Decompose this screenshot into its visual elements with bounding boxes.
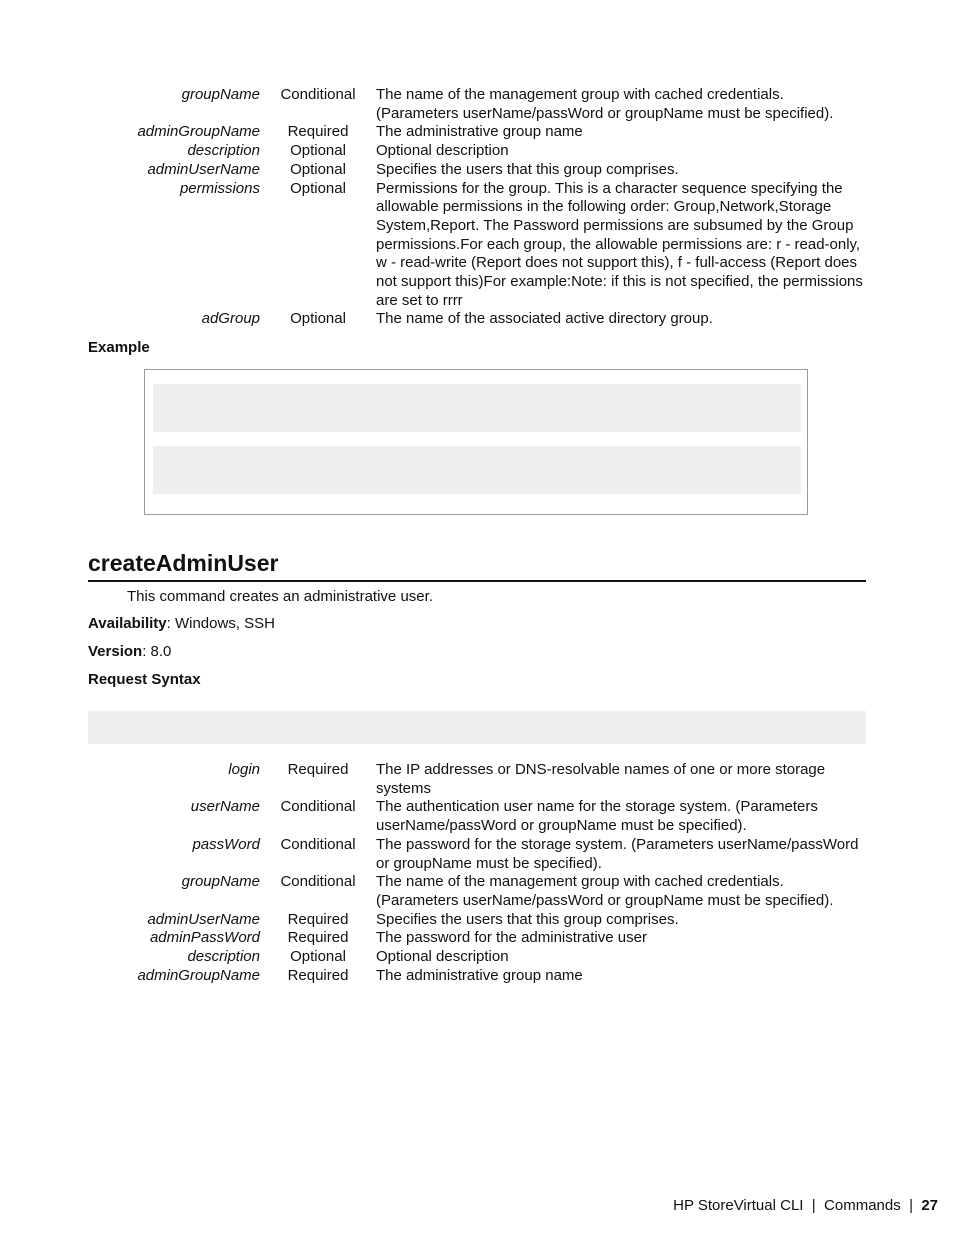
param-description: The authentication user name for the storage system. (Parameters userName/passWord or groupName must be specified). bbox=[376, 798, 818, 835]
param-description: The password for the administrative user bbox=[376, 929, 647, 947]
param-requirement: Conditional bbox=[280, 798, 356, 816]
example-code-line bbox=[153, 384, 801, 432]
param-row bbox=[88, 761, 866, 798]
param-requirement: Optional bbox=[290, 310, 346, 328]
param-description: Optional description bbox=[376, 948, 509, 966]
param-row bbox=[88, 873, 866, 910]
param-description: Specifies the users that this group comprises. bbox=[376, 160, 679, 178]
param-requirement: Optional bbox=[290, 948, 346, 966]
example-code-box bbox=[144, 369, 808, 515]
param-name: groupName bbox=[181, 873, 260, 891]
page-footer bbox=[673, 1197, 938, 1214]
param-name: userName bbox=[190, 798, 260, 816]
param-requirement: Conditional bbox=[280, 835, 356, 853]
param-requirement: Required bbox=[287, 123, 349, 141]
param-row bbox=[88, 911, 866, 930]
params-table-top bbox=[88, 86, 866, 329]
param-row bbox=[88, 142, 866, 161]
param-row bbox=[88, 836, 866, 873]
param-description: Specifies the users that this group comprises. bbox=[376, 910, 679, 928]
params-table-bottom bbox=[88, 761, 866, 985]
param-name: adminUserName bbox=[147, 160, 260, 178]
version-label: Version bbox=[88, 643, 143, 660]
param-name: adminGroupName bbox=[137, 966, 260, 984]
param-requirement: Optional bbox=[290, 160, 346, 178]
param-name: login bbox=[228, 761, 260, 778]
param-name: adGroup bbox=[201, 310, 260, 328]
request-syntax-code-box bbox=[88, 711, 866, 744]
version-line bbox=[88, 643, 171, 660]
example-label: Example bbox=[88, 339, 150, 356]
footer-chapter: Commands bbox=[824, 1197, 901, 1214]
footer-separator: | bbox=[900, 1197, 922, 1214]
param-description: The name of the management group with cached credentials. (Parameters userName/passWord or groupName must be specified). bbox=[376, 86, 834, 122]
param-requirement: Required bbox=[287, 966, 349, 984]
param-requirement: Required bbox=[287, 929, 349, 947]
param-description: Permissions for the group. This is a character sequence specifying the allowable permissions in the following order: Group,Network,Storage System,Report. The Password permissions are subsumed by the Group permissions.For each group, the allowable permissions are: r - read-only, w - read-write (Report does not support this), f - full-access (Report does not support this)For example:Note: if this is not specified, the permissions are set to rrrr bbox=[376, 179, 863, 309]
param-requirement: Conditional bbox=[280, 86, 356, 103]
version-value: : 8.0 bbox=[142, 643, 172, 660]
param-name: adminPassWord bbox=[149, 929, 260, 947]
example-code-line bbox=[153, 446, 801, 494]
section-intro: This command creates an administrative user. bbox=[127, 588, 433, 605]
param-requirement: Required bbox=[287, 761, 349, 778]
param-description: The administrative group name bbox=[376, 123, 583, 141]
param-row bbox=[88, 967, 866, 986]
param-requirement: Required bbox=[287, 910, 349, 928]
param-name: adminGroupName bbox=[137, 123, 260, 141]
availability-label: Availability bbox=[88, 615, 167, 632]
param-row bbox=[88, 798, 866, 835]
param-name: groupName bbox=[181, 86, 260, 103]
param-requirement: Conditional bbox=[280, 873, 356, 891]
param-name: description bbox=[187, 142, 260, 160]
param-row bbox=[88, 123, 866, 142]
param-requirement: Optional bbox=[290, 142, 346, 160]
param-description: The IP addresses or DNS-resolvable names of one or more storage systems bbox=[376, 761, 826, 797]
param-row bbox=[88, 161, 866, 180]
param-requirement: Optional bbox=[290, 179, 346, 197]
param-name: description bbox=[187, 948, 260, 966]
param-name: adminUserName bbox=[147, 910, 260, 928]
param-name: passWord bbox=[192, 835, 260, 853]
page-number: 27 bbox=[921, 1197, 938, 1214]
param-description: The administrative group name bbox=[376, 966, 583, 984]
param-row bbox=[88, 86, 866, 123]
param-row bbox=[88, 310, 866, 329]
param-description: The name of the management group with cached credentials. (Parameters userName/passWord or groupName must be specified). bbox=[376, 873, 834, 909]
footer-doc-title: HP StoreVirtual CLI bbox=[673, 1197, 804, 1214]
param-row bbox=[88, 929, 866, 948]
param-row bbox=[88, 180, 866, 311]
availability-line bbox=[88, 615, 275, 632]
param-description: The name of the associated active directory group. bbox=[376, 310, 713, 328]
section-title: createAdminUser bbox=[88, 548, 866, 582]
footer-separator: | bbox=[803, 1197, 825, 1214]
request-syntax-label: Request Syntax bbox=[88, 671, 201, 688]
param-name: permissions bbox=[179, 179, 260, 197]
param-row bbox=[88, 948, 866, 967]
param-description: Optional description bbox=[376, 142, 509, 160]
param-description: The password for the storage system. (Parameters userName/passWord or groupName must be specified). bbox=[376, 835, 859, 872]
availability-value: : Windows, SSH bbox=[166, 615, 276, 632]
